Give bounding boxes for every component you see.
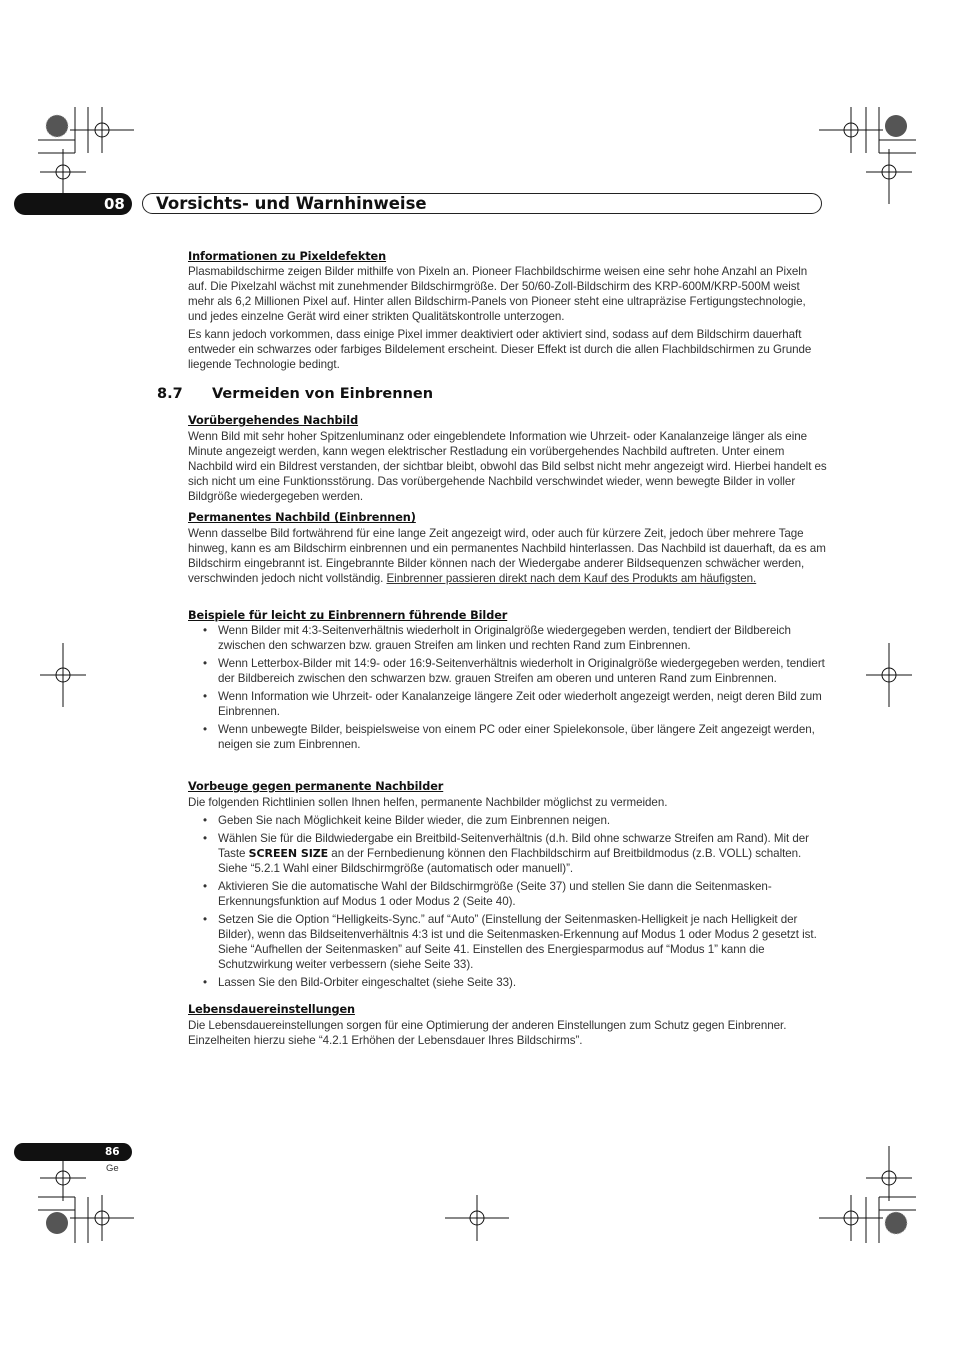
prevention-list [188,813,828,993]
page-number: 86 [105,1146,120,1158]
pixel-defects-para2: Es kann jedoch vorkommen, dass einige Pixel immer deaktiviert oder aktiviert sind, sodass auf dem Bildschirm dauerhaft entweder ein schwarzes oder farbiges Bildelement erscheint. Dieser Effekt ist durch die allen Flachbildschirmen zu Grunde liegende Technologie bedingt. [188,328,812,371]
list-item: • Aktivieren Sie die automatische Wahl der Bildschirmgröße (Seite 37) und stellen Sie dann die Seitenmasken-Erkennungsfunktion auf Modus 1 oder Modus 2 (Seite 40). [188,879,828,909]
section-title: Vermeiden von Einbrennen [212,386,434,402]
pixel-defects-para1: Plasmabildschirme zeigen Bilder mithilfe von Pixeln an. Pioneer Flachbildschirme weisen eine sehr hohe Anzahl an Pixeln auf. Die Pixelzahl wächst mit zunehmender Bildschirmgröße. Der 50/60-Zoll-Bildschirm des KRP-600M/KRP-500M weist mehr als 6,2 Millionen Pixel auf. Hinter allen Bildschirm-Panels von Pioneer steht eine ultrapräzise Fertigungstechnologie, und jedes einzelne Gerät wird einer strikten Qualitätskontrolle unterzogen. [188,265,808,323]
chapter-title: Vorsichts- und Warnhinweise [156,194,427,213]
permanent-afterimage-heading: Permanentes Nachbild (Einbrennen) [188,511,416,524]
section-heading [157,386,433,402]
screen-size-key-label: SCREEN SIZE [248,847,329,860]
prevention-heading: Vorbeuge gegen permanente Nachbilder [188,780,444,793]
temporary-afterimage-text: Wenn Bild mit sehr hoher Spitzenluminanz oder eingeblendete Information wie Uhrzeit- oder Kanalanzeige länger als eine Minute angezeigt werden, kann wegen elektrischer Restladung ein vorübergehendes Nachbild auftreten. Unter einem Nachbild wird ein Bildrest verstanden, der sichtbar bleibt, obwohl das Bild selbst nicht mehr angezeigt wird. Hierbei handelt es sich nicht um eine Funktionsstörung. Das vorübergehende Nachbild verschwindet wieder, wenn bewegte Bilder in voller Bildgröße wiedergegeben werden. [188,430,827,503]
burn-in-examples-list [188,623,828,755]
section-number: 8.7 [157,386,183,402]
pixel-defects-heading: Informationen zu Pixeldefekten [188,250,387,263]
temporary-afterimage-heading: Vorübergehendes Nachbild [188,414,359,427]
lifetime-settings-heading: Lebensdauereinstellungen [188,1003,355,1016]
list-item: • Geben Sie nach Möglichkeit keine Bilder wieder, die zum Einbrennen neigen. [188,813,828,828]
list-item-text-end: an der Fernbedienung können den Flachbildschirm auf Breitbildmodus (z.B. VOLL) schalten. Siehe “5.2.1 Wahl einer Bildschirmgröße (automatisch oder manuell)”. [218,847,802,875]
list-item: • Lassen Sie den Bild-Orbiter eingeschaltet (siehe Seite 33). [188,975,828,990]
permanent-afterimage-text [188,526,828,586]
list-item: • Setzen Sie die Option “Helligkeits-Sync.” auf “Auto” (Einstellung der Seitenmasken-Helligkeit je nach Helligkeit der Bilder), wenn das Bildseitenverhältnis 4:3 ist und die Seitenmasken-Erkennung auf Modus 1 oder Modus 2 gesetzt ist. Siehe “Aufhellen der Seitenmasken” auf Seite 41. Einstellen des Energiesparmodus auf “Modus 1” kann die Schutzwirkung weiter verbessern (siehe Seite 33). [188,912,828,972]
list-item: • Wenn Letterbox-Bilder mit 14:9- oder 16:9-Seitenverhältnis wiederholt in Originalgröße wiedergegeben werden, tendiert der Bildbereich zwischen den schwarzen bzw. grauen Streifen am oberen und unteren Rand zum Einbrennen. [188,656,828,686]
permanent-afterimage-body: Wenn dasselbe Bild fortwährend für eine lange Zeit angezeigt wird, oder auch für kürzere Zeit, jedoch über mehrere Tage hinweg, kann es am Bildschirm einbrennen und ein permanentes Nachbild hinterlassen. Das Nachbild ist dauerhaft, da es am Bildschirm eingebrannt ist. Eingebrannte Bilder können nach der Wiedergabe anderer Bildsequenzen schwächer werden, verschwinden jedoch nicht vollständig. [188,527,826,585]
prevention-intro: Die folgenden Richtlinien sollen Ihnen helfen, permanente Nachbilder möglichst zu vermeiden. [188,796,668,809]
chapter-number: 08 [104,195,125,213]
permanent-afterimage-warning: Einbrenner passieren direkt nach dem Kauf des Produkts am häufigsten. [386,572,757,585]
lifetime-settings-text: Die Lebensdauereinstellungen sorgen für eine Optimierung der anderen Einstellungen zum Schutz gegen Einbrenner. Einzelheiten hierzu siehe “4.2.1 Erhöhen der Lebensdauer Ihres Bildschirms”. [188,1019,787,1047]
list-item [188,831,828,876]
list-item: • Wenn unbewegte Bilder, beispielsweise von einem PC oder einer Spielekonsole, über längere Zeit angezeigt werden, neigen sie zum Einbrennen. [188,722,828,752]
language-code: Ge [106,1163,119,1174]
list-item: • Wenn Information wie Uhrzeit- oder Kanalanzeige längere Zeit oder wiederholt angezeigt werden, neigt deren Bild zum Einbrennen. [188,689,828,719]
list-item-text-start: Wählen Sie für die Bildwiedergabe ein Breitbild-Seitenverhältnis (d.h. Bild ohne schwarze Streifen am Rand). Mit der Taste [218,832,809,860]
list-item: • Wenn Bilder mit 4:3-Seitenverhältnis wiederholt in Originalgröße wiedergegeben werden, tendiert der Bildbereich zwischen den schwarzen bzw. grauen Streifen am linken und rechten Rand zum Einbrennen. [188,623,828,653]
burn-in-examples-heading: Beispiele für leicht zu Einbrennern führende Bilder [188,609,508,622]
